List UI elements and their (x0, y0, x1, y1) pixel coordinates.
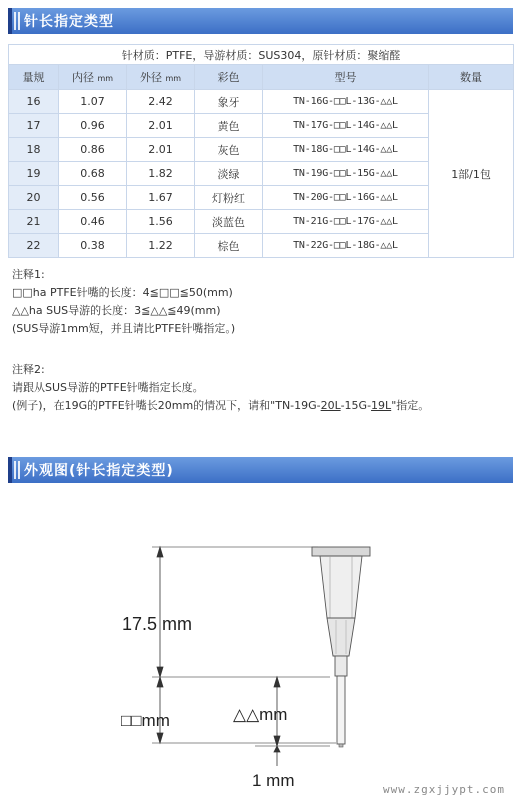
dim-total-label: 17.5 mm (122, 614, 193, 634)
note1-line1: □□ha PTFE针嘴的长度：4≦□□≦50(mm) (12, 286, 233, 299)
cell-color: 象牙 (195, 90, 263, 114)
cell-outer: 2.42 (127, 90, 195, 114)
needle-body (312, 547, 370, 747)
cell-model: TN-17G-□□L-14G-△△L (263, 114, 429, 138)
spec-table (8, 44, 514, 258)
underlined-length: 20L (320, 399, 341, 412)
note2-title: 注释2: (12, 363, 45, 376)
cell-gauge: 17 (9, 114, 59, 138)
note1-line2: △△ha SUS导游的长度：3≦△△≦49(mm) (12, 304, 221, 317)
cell-inner: 0.46 (59, 210, 127, 234)
cell-gauge: 19 (9, 162, 59, 186)
cell-inner: 0.56 (59, 186, 127, 210)
cell-gauge: 18 (9, 138, 59, 162)
header-stripe (18, 12, 20, 30)
dim-sus-label: △△mm (233, 705, 288, 724)
cell-inner: 1.07 (59, 90, 127, 114)
cell-gauge: 20 (9, 186, 59, 210)
materials-text: 针材质：PTFE，导游材质：SUS304，原针材质：聚缩醛 (9, 45, 514, 65)
header-model: 型号 (263, 65, 429, 90)
header-stripe (14, 12, 16, 30)
watermark: www.zgxjjypt.com (383, 783, 505, 796)
cell-outer: 1.67 (127, 186, 195, 210)
cell-gauge: 22 (9, 234, 59, 258)
cell-color: 灰色 (195, 138, 263, 162)
cell-inner: 0.38 (59, 234, 127, 258)
dim-ptfe-label: □□mm (121, 711, 170, 730)
header-stripe (18, 461, 20, 479)
cell-outer: 1.82 (127, 162, 195, 186)
section-title: 外观图(针长指定类型) (24, 463, 174, 479)
header-gauge: 量规 (9, 65, 59, 90)
cell-inner: 0.86 (59, 138, 127, 162)
header-qty: 数量 (429, 65, 514, 90)
section-header-spec (8, 8, 513, 34)
section-title: 针长指定类型 (24, 14, 114, 30)
cell-color: 灯粉红 (195, 186, 263, 210)
header-stripe (14, 461, 16, 479)
header-inner: 内径 mm (59, 65, 127, 90)
cell-gauge: 21 (9, 210, 59, 234)
table-row (9, 90, 514, 114)
cell-outer: 2.01 (127, 114, 195, 138)
cell-gauge: 16 (9, 90, 59, 114)
header-color: 彩色 (195, 65, 263, 90)
header-outer: 外径 mm (127, 65, 195, 90)
cell-model: TN-20G-□□L-16G-△△L (263, 186, 429, 210)
cell-model: TN-19G-□□L-15G-△△L (263, 162, 429, 186)
cell-color: 棕色 (195, 234, 263, 258)
underlined-length: 19L (371, 399, 392, 412)
cell-outer: 1.22 (127, 234, 195, 258)
note1-line3: (SUS导游1mm短，并且请比PTFE针嘴指定。) (12, 322, 236, 335)
note2-line2: (例子)，在19G的PTFE针嘴长20mm的情况下，请和"TN-19G-20L-15G-19L"指定。 (12, 399, 430, 412)
cell-outer: 1.56 (127, 210, 195, 234)
note2-line1: 请跟从SUS导游的PTFE针嘴指定长度。 (12, 381, 204, 394)
dim-offset-label: 1 mm (252, 771, 295, 790)
needle-drawing (0, 488, 528, 808)
cell-outer: 2.01 (127, 138, 195, 162)
cell-model: TN-18G-□□L-14G-△△L (263, 138, 429, 162)
cell-model: TN-16G-□□L-13G-△△L (263, 90, 429, 114)
cell-model: TN-21G-□□L-17G-△△L (263, 210, 429, 234)
cell-inner: 0.68 (59, 162, 127, 186)
cell-model: TN-22G-□□L-18G-△△L (263, 234, 429, 258)
cell-qty: 1部/1包 (429, 90, 514, 258)
cell-inner: 0.96 (59, 114, 127, 138)
dimension-arrows (157, 547, 280, 766)
cell-color: 淡蓝色 (195, 210, 263, 234)
note1-title: 注释1: (12, 268, 45, 281)
section-header-appearance (8, 457, 513, 483)
cell-color: 淡绿 (195, 162, 263, 186)
cell-color: 黄色 (195, 114, 263, 138)
